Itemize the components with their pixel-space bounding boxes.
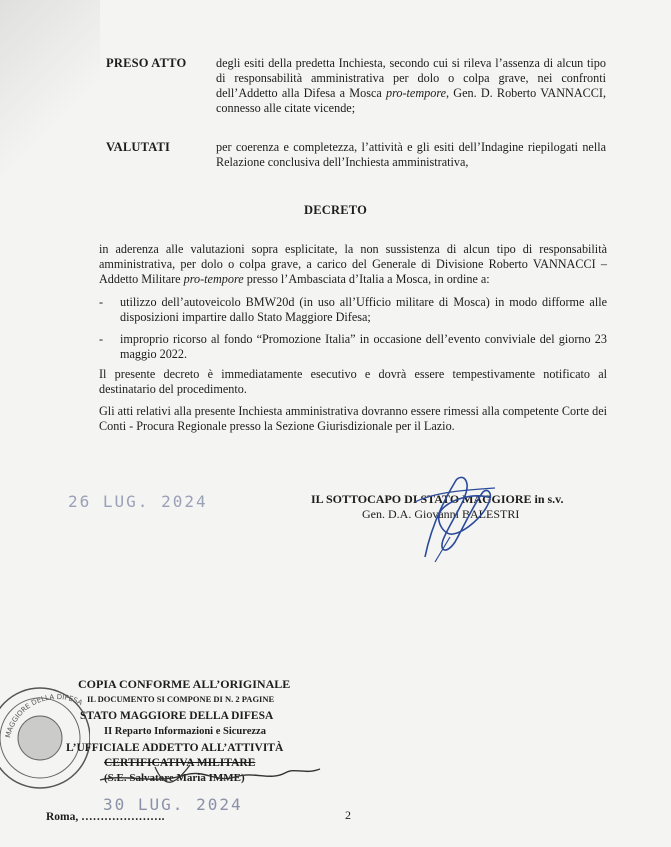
cert-certificativa: CERTIFICATIVA MILITARE [104, 757, 256, 769]
seal-text: MAGGIORE DELLA DIFESA [4, 692, 84, 739]
cert-officer-name: (S.E. Salvatore Maria IMME) [104, 772, 245, 784]
cert-stato-maggiore: STATO MAGGIORE DELLA DIFESA [80, 710, 274, 722]
bullet-text-2: improprio ricorso al fondo “Promozione Italia” in occasione dell’evento conviviale del giorno 23 maggio 2022. [120, 332, 607, 361]
page-number: 2 [345, 808, 351, 822]
bullet-mark-2: - [99, 332, 104, 346]
decree-intro-pre: in aderenza alle valutazioni sopra esplicitate, la non sussistenza di alcun tipo di responsabilità amministrativa, per dolo o colpa grave, a carico del Generale di Divisione Roberto VANNACCI – Addetto Militare [99, 242, 607, 286]
cert-copy-conforme: COPIA CONFORME ALL’ORIGINALE [78, 677, 291, 691]
official-seal [0, 676, 90, 794]
section-text-preso-atto [216, 56, 606, 116]
bullet-text-1: utilizzo dell’autoveicolo BMW20d (in uso all’Ufficio militare di Mosca) in modo difforme alle disposizioni impartire dallo Stato Maggiore Difesa; [120, 295, 607, 324]
cert-ufficiale: L’UFFICIALE ADDETTO ALL’ATTIVITÀ [66, 742, 284, 754]
signature-title-suffix: in s.v. [531, 492, 564, 506]
handwritten-signature-2 [95, 755, 325, 795]
decree-intro-italic: pro-tempore [183, 272, 244, 286]
decree-title: DECRETO [304, 203, 367, 217]
decree-intro-post: presso l’Ambasciata d’Italia a Mosca, in ordine a: [243, 272, 490, 286]
preso-atto-text-pre: degli esiti della predetta Inchiesta, secondo cui si rileva l’assenza di alcun tipo di responsabilità amministrativa per dolo o colpa grave, nei confronti dell’Addetto alla Difesa a Mosca [216, 56, 606, 100]
preso-atto-text-italic: pro-tempore [386, 86, 447, 100]
bullet-mark-1: - [99, 295, 104, 309]
date-stamp-1: 26 LUG. 2024 [68, 492, 208, 511]
cert-place-date: Roma, …………………. [46, 811, 165, 823]
handwritten-signature-1 [395, 462, 505, 572]
section-label-preso-atto: PRESO ATTO [106, 56, 187, 70]
section-text-valutati: per coerenza e completezza, l’attività e gli esiti dell’Indagine riepilogati nella Relazione conclusiva dell’Inchiesta amministrativa, [216, 140, 606, 169]
cert-pages-note: IL DOCUMENTO SI COMPONE DI N. 2 PAGINE [87, 694, 275, 704]
date-stamp-2: 30 LUG. 2024 [103, 795, 243, 814]
preso-atto-text-post: , Gen. D. Roberto VANNACCI, connesso alle citate vicende; [216, 86, 606, 115]
section-label-valutati: VALUTATI [106, 140, 171, 154]
decree-paragraph-2: Gli atti relativi alla presente Inchiesta amministrativa dovranno essere rimessi alla competente Corte dei Conti - Procura Regionale presso la Sezione Giurisdizionale per il Lazio. [99, 404, 607, 433]
signature-title-bold: IL SOTTOCAPO DI STATO MAGGIORE [311, 492, 532, 506]
cert-reparto: II Reparto Informazioni e Sicurezza [104, 726, 266, 737]
decree-paragraph-1: Il presente decreto è immediatamente esecutivo e dovrà essere tempestivamente notificato al destinatario del procedimento. [99, 367, 607, 396]
decree-intro [99, 242, 607, 287]
signature-name: Gen. D.A. Giovanni BALESTRI [362, 507, 520, 521]
